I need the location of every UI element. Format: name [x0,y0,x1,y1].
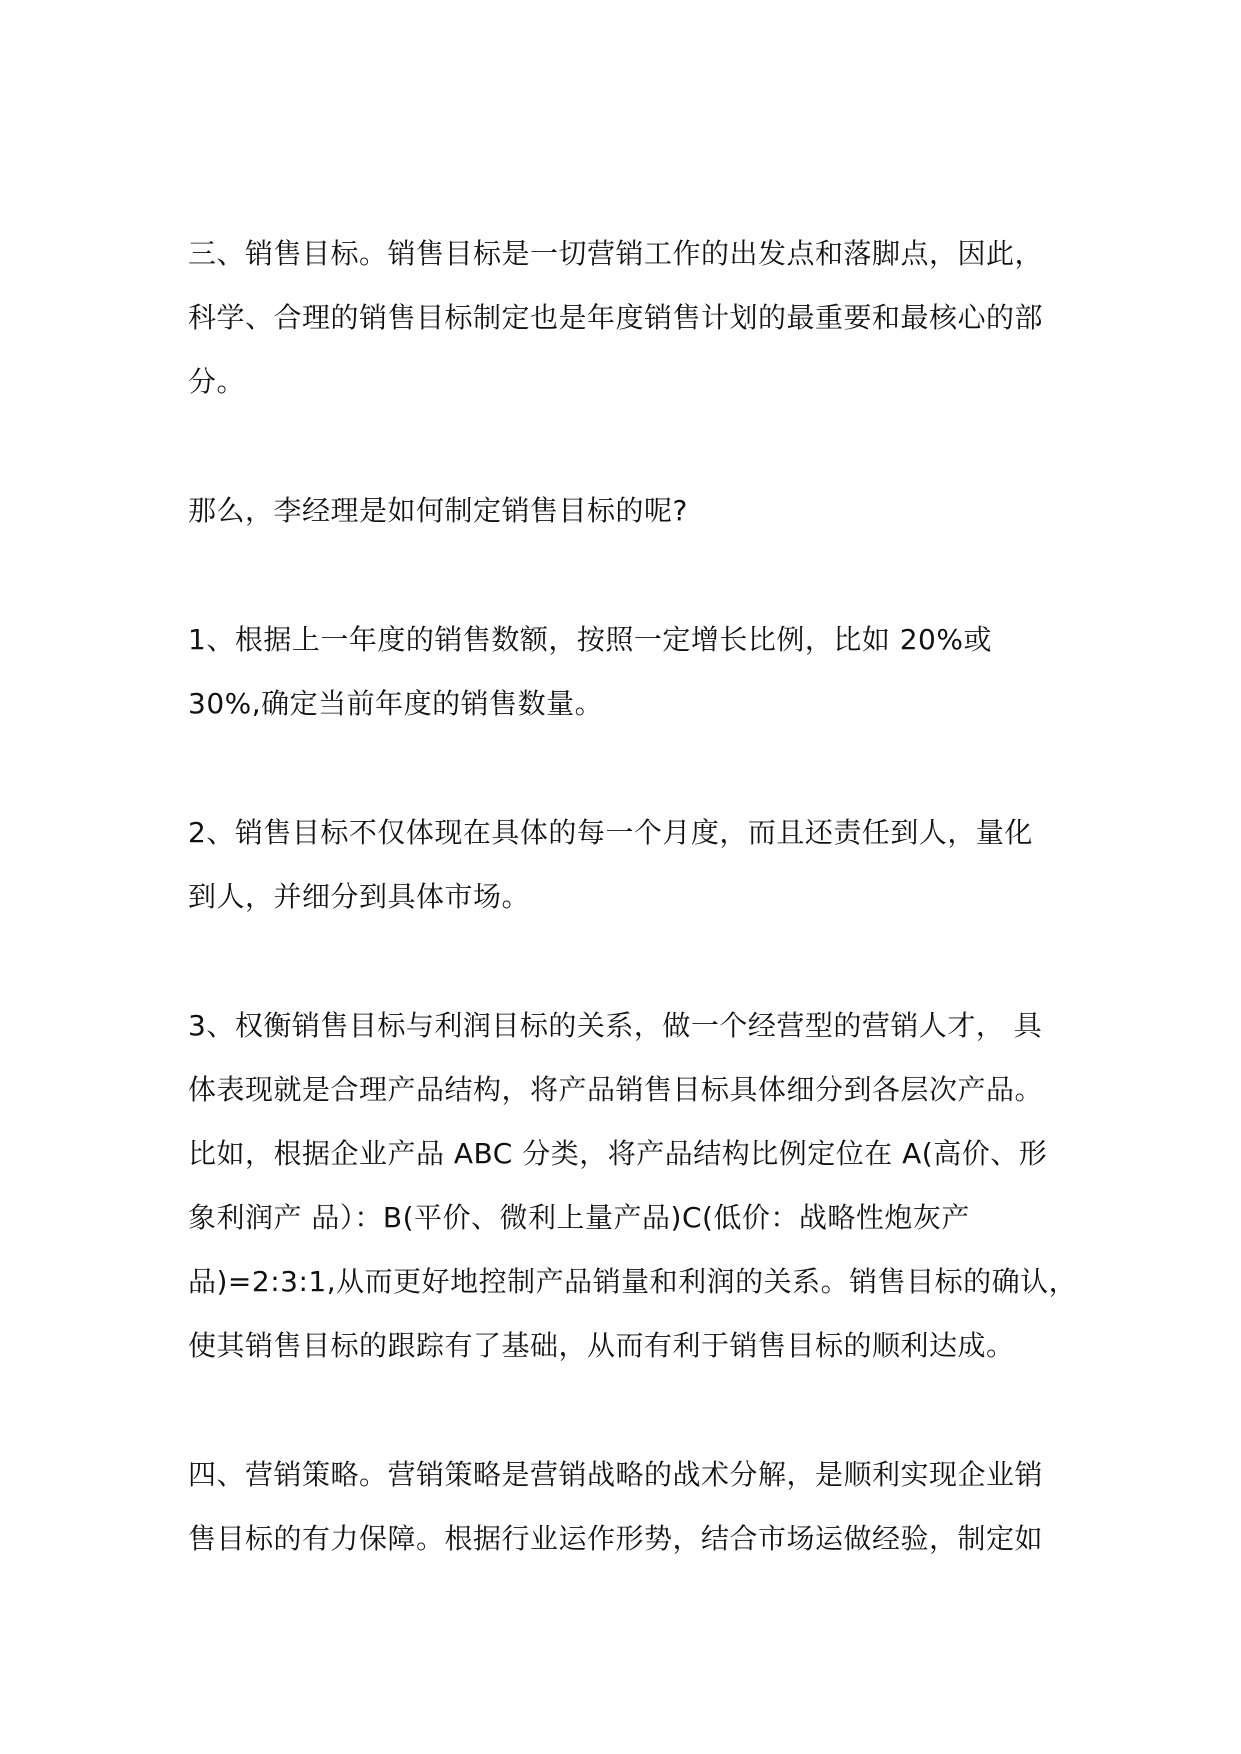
text-line: 比如，根据企业产品 ABC 分类，将产品结构比例定位在 A(高价、形 [188,1137,1048,1170]
paragraph-spacer [188,736,1088,801]
text-line: 售目标的有力保障。根据行业运作形势，结合市场运做经验，制定如 [188,1522,1044,1555]
text-line: 那么，李经理是如何制定销售目标的呢? [188,494,688,527]
text-line: 分。 [188,365,246,398]
paragraph-marketing-strategy [188,1443,1088,1571]
paragraph-item-3 [188,994,1088,1378]
text-line: 2、销售目标不仅体现在具体的每一个月度，而且还责任到人，量化 [188,816,1033,849]
text-line: 30%,确定当前年度的销售数量。 [188,687,604,720]
paragraph-sales-target [188,222,1088,414]
text-line: 3、权衡销售目标与利润目标的关系，做一个经营型的营销人才， 具 [188,1009,1043,1042]
paragraph-question [188,479,1088,543]
text-line: 1、根据上一年度的销售数额，按照一定增长比例，比如 20%或 [188,623,992,656]
text-line: 到人，并细分到具体市场。 [188,880,531,913]
paragraph-spacer [188,414,1088,479]
text-line: 三、销售目标。销售目标是一切营销工作的出发点和落脚点，因此， [188,237,1044,270]
document-body [188,222,1088,1571]
text-line: 象利润产 品）：B(平价、微利上量产品)C(低价：战略性炮灰产 [188,1201,970,1234]
text-line: 四、营销策略。营销策略是营销战略的战术分解，是顺利实现企业销 [188,1458,1044,1491]
paragraph-item-1 [188,608,1088,736]
paragraph-spacer [188,929,1088,994]
paragraph-spacer [188,1378,1088,1443]
text-line: 科学、合理的销售目标制定也是年度销售计划的最重要和最核心的部 [188,301,1044,334]
text-line: 体表现就是合理产品结构，将产品销售目标具体细分到各层次产品。 [188,1073,1044,1106]
paragraph-spacer [188,543,1088,608]
text-line: 使其销售目标的跟踪有了基础，从而有利于销售目标的顺利达成。 [188,1329,1015,1362]
paragraph-item-2 [188,801,1088,929]
text-line: 品)=2:3:1,从而更好地控制产品销量和利润的关系。销售目标的确认， [188,1265,1078,1298]
